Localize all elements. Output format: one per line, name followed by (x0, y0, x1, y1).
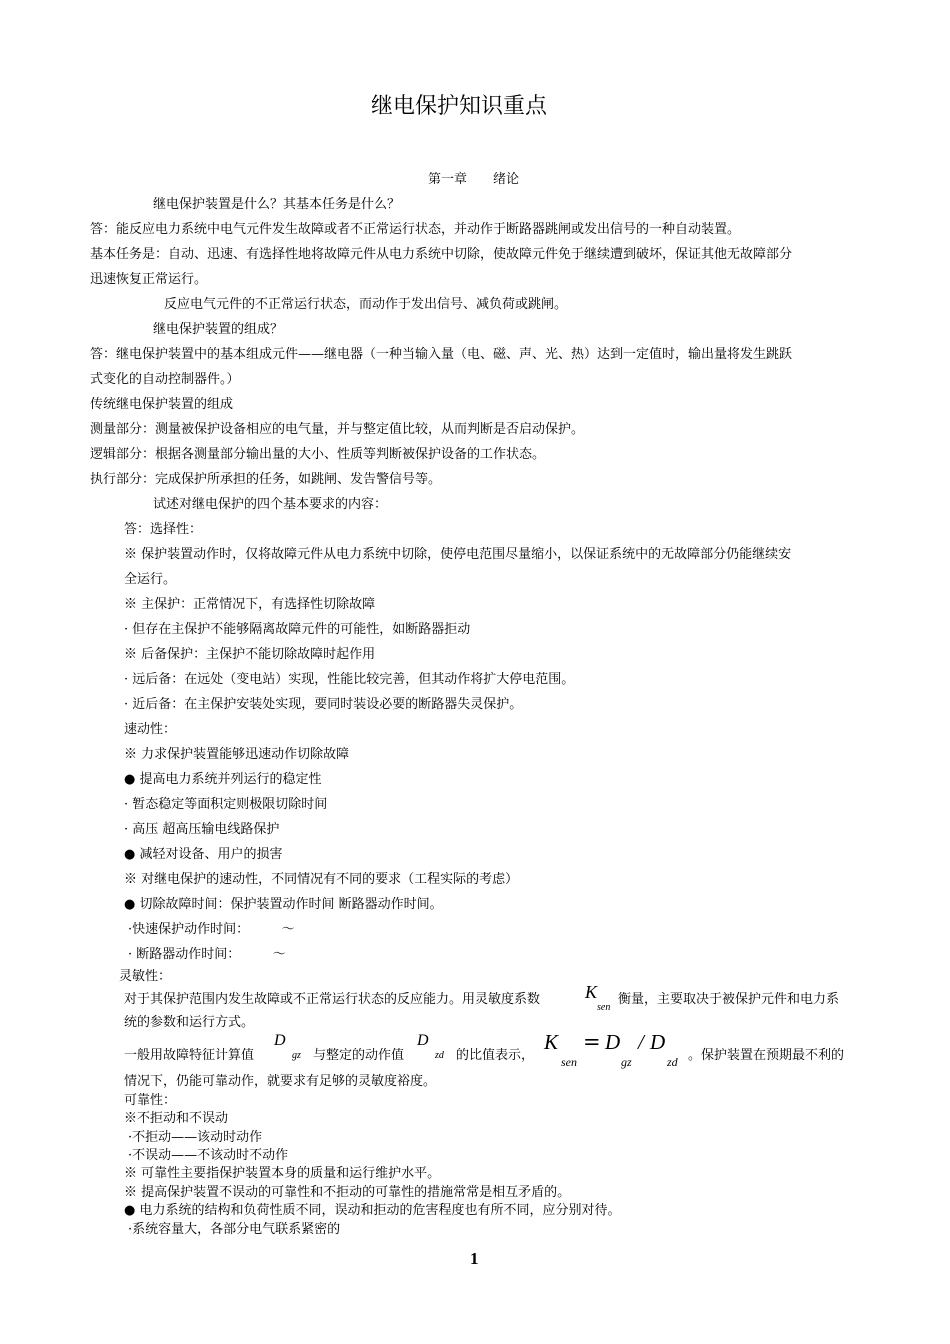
list-item: ※ 对继电保护的速动性，不同情况有不同的要求（工程实际的考虑） (124, 872, 519, 887)
text-line: 全运行。 (124, 572, 177, 587)
text-line: 对于其保护范围内发生故障或不正常运行状态的反应能力。用灵敏度系数 (124, 992, 541, 1007)
section-label: 灵敏性： (119, 969, 172, 984)
d-symbol: D (274, 1032, 286, 1049)
text-line: 与整定的动作值 (313, 1048, 405, 1063)
text-line: 统的参数和运行方式。 (124, 1015, 255, 1030)
text-line: 基本任务是：自动、迅速、有选择性地将故障元件从电力系统中切除，使故障元件免于继续遭到破坏，保证其他无故障部分 (90, 247, 793, 262)
text-line: 情况下，仍能可靠动作，就要求有足够的灵敏度裕度。 (124, 1074, 437, 1089)
list-item: · 近后备：在主保护安装处实现，要同时装设必要的断路器失灵保护。 (124, 697, 523, 712)
text-line: 传统继电保护装置的组成 (90, 397, 234, 412)
list-item: · 但存在主保护不能够隔离故障元件的可能性，如断路器拒动 (124, 622, 471, 637)
list-item: ● 电力系统的结构和负荷性质不同，误动和拒动的危害程度也有所不同，应分别对待。 (124, 1203, 621, 1218)
list-item: · 远后备：在远处（变电站）实现，性能比较完善，但其动作将扩大停电范围。 (124, 672, 575, 687)
list-item: ※ 可靠性主要指保护装置本身的质量和运行维护水平。 (124, 1166, 441, 1181)
list-item: ※ 后备保护：主保护不能切除故障时起作用 (124, 647, 376, 662)
text-line: 的比值表示， (456, 1048, 535, 1063)
page-title: 继电保护知识重点 (371, 94, 548, 119)
list-item: ※不拒动和不误动 (124, 1111, 229, 1126)
list-item: ·不误动——不该动时不动作 (128, 1148, 289, 1163)
d-subscript: zd (435, 1050, 444, 1061)
section-label: 可靠性： (124, 1093, 177, 1108)
text-line: 式变化的自动控制器件。） (90, 372, 240, 387)
list-item: ● 切除故障时间：保护装置动作时间 断路器动作时间。 (124, 897, 443, 912)
answer-line: 答：能反应电力系统中电气元件发生故障或者不正常运行状态，并动作于断路器跳闸或发出信号的一种自动装置。 (90, 222, 741, 237)
section-label: 速动性： (124, 722, 177, 737)
text-line: 一般用故障特征计算值 (124, 1048, 255, 1063)
list-item: · 高压 超高压输电线路保护 (124, 822, 280, 837)
formula-equals: = (583, 1030, 601, 1054)
list-item: ※ 主保护：正常情况下，有选择性切除故障 (124, 597, 376, 612)
text-line: 衡量，主要取决于被保护元件和电力系 (618, 992, 840, 1007)
text-line: 迅速恢复正常运行。 (90, 272, 208, 287)
question-line: 继电保护装置是什么？其基本任务是什么？ (153, 197, 401, 212)
d-subscript: gz (292, 1050, 301, 1061)
question-line: 试述对继电保护的四个基本要求的内容： (153, 497, 388, 512)
list-item: · 暂态稳定等面积定则极限切除时间 (124, 797, 328, 812)
list-item: ※ 力求保护装置能够迅速动作切除故障 (124, 747, 350, 762)
question-line: 继电保护装置的组成？ (153, 322, 284, 337)
chapter-heading: 第一章 绪论 (428, 172, 520, 187)
list-item: ● 减轻对设备、用户的损害 (124, 847, 283, 862)
text-line: 。保护装置在预期最不利的 (688, 1048, 845, 1063)
list-item: ※ 保护装置动作时，仅将故障元件从电力系统中切除，使停电范围尽量缩小，以保证系统中的无故障部分仍能继续安 (124, 547, 792, 562)
formula-d-denominator: D (650, 1030, 666, 1054)
answer-line: 答：选择性： (124, 522, 203, 537)
formula-gz-subscript: gz (621, 1055, 632, 1069)
list-item: ※ 提高保护装置不误动的可靠性和不拒动的可靠性的措施常常是相互矛盾的。 (124, 1185, 571, 1200)
list-item: · 断路器动作时间： ～ (128, 947, 286, 962)
formula-d-numerator: D (605, 1030, 621, 1054)
formula-divide: / (638, 1030, 644, 1054)
formula-zd-subscript: zd (667, 1055, 678, 1069)
list-item: ·系统容量大，各部分电气联系紧密的 (128, 1222, 341, 1237)
answer-line: 答：继电保护装置中的基本组成元件——继电器（一种当输入量（电、磁、声、光、热）达到一定值时，输出量将发生跳跃 (90, 347, 793, 362)
text-line: 测量部分：测量被保护设备相应的电气量，并与整定值比较，从而判断是否启动保护。 (90, 422, 585, 437)
text-line: 执行部分：完成保护所承担的任务，如跳闸、发告警信号等。 (90, 472, 442, 487)
formula-k-subscript: sen (561, 1055, 577, 1069)
formula-k: K (544, 1030, 559, 1054)
text-line: 反应电气元件的不正常运行状态，而动作于发出信号、减负荷或跳闸。 (164, 297, 568, 312)
k-subscript: sen (597, 1002, 611, 1013)
k-symbol: K (585, 982, 598, 1002)
list-item: ·快速保护动作时间： ～ (128, 922, 295, 937)
text-line: 逻辑部分：根据各测量部分输出量的大小、性质等判断被保护设备的工作状态。 (90, 447, 546, 462)
d-symbol: D (417, 1032, 429, 1049)
page-number: 1 (470, 1249, 479, 1268)
list-item: ● 提高电力系统并列运行的稳定性 (124, 772, 322, 787)
list-item: ·不拒动——该动时动作 (128, 1130, 263, 1145)
